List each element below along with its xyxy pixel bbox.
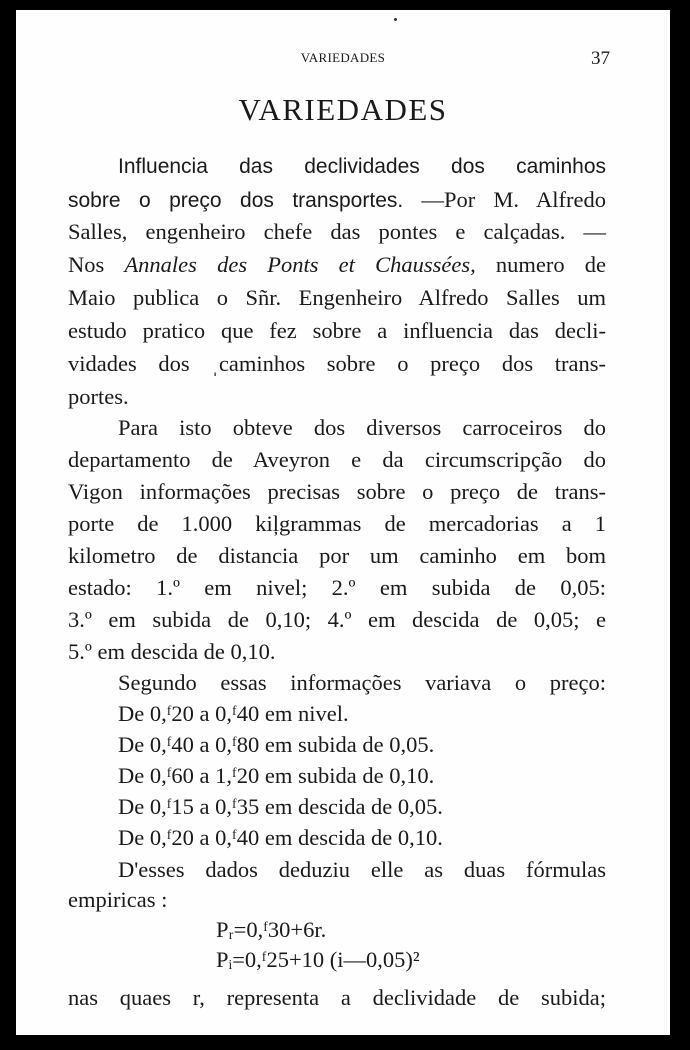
price-line: De 0,ᶠ20 a 0,ᶠ40 em descida de 0,10. [118, 825, 443, 850]
text-line: porte de 1.000 kiļgrammas de mercadorias a 1 [68, 511, 606, 536]
running-head: VARIEDADES [300, 50, 386, 65]
price-line: De 0,ᶠ60 a 1,ᶠ20 em subida de 0,10. [118, 763, 435, 788]
price-line: De 0,ᶠ40 a 0,ᶠ80 em subida de 0,05. [118, 732, 435, 757]
text-line: D'esses dados deduziu elle as duas fórmulas [118, 857, 606, 882]
text-line: estado: 1.º em nivel; 2.º em subida de 0,05: [68, 575, 606, 600]
print-speck [394, 18, 397, 21]
text-line: Para isto obteve dos diversos carroceiros do [118, 415, 606, 440]
text-line: kilometro de distancia por um caminho em bom [68, 543, 606, 568]
text-line: 3.º em subida de 0,10; 4.º em descida de 0,05; e [68, 607, 606, 632]
section-title: VARIEDADES [238, 92, 448, 127]
text-line: empiricas : [68, 887, 168, 912]
article-byline: —Por M. Alfredo [403, 187, 606, 212]
text-line: Maio publica o Sñr. Engenheiro Alfredo Salles um [68, 285, 606, 310]
text-line: portes. [68, 384, 129, 409]
book-page [16, 10, 670, 1035]
text-line: Salles, engenheiro chefe das pontes e calçadas. — [68, 219, 606, 244]
text-line: 5.º em descida de 0,10. [68, 639, 276, 664]
price-line: De 0,ᶠ20 a 0,ᶠ40 em nivel. [118, 701, 349, 726]
text-line [68, 251, 606, 279]
article-heading-line: Influencia das declividades dos caminhos [118, 155, 606, 178]
page-number: 37 [591, 48, 610, 69]
journal-title: Annales des Ponts et Chaussées, [124, 252, 476, 277]
text-line: estudo pratico que fez sobre a influencia das decli- [68, 318, 606, 343]
text-line: nas quaes r, representa a declividade de subida; [68, 985, 606, 1010]
text-fragment: Nos [68, 252, 125, 277]
article-heading-bold: sobre o preço dos transportes. [68, 189, 404, 212]
article-heading-line [68, 186, 606, 215]
formula-rise: Pᵣ=0,ᶠ30+6r. [216, 917, 327, 942]
text-fragment: numero de [475, 252, 607, 277]
formula-descent: Pᵢ=0,ᶠ25+10 (i—0,05)² [216, 947, 420, 972]
price-line: De 0,ᶠ15 a 0,ᶠ35 em descida de 0,05. [118, 794, 443, 819]
text-line: vidades dos ˌcaminhos sobre o preço dos trans- [68, 351, 606, 376]
text-line: departamento de Aveyron e da circumscripção do [68, 447, 606, 472]
text-line: Vigon informações precisas sobre o preço de trans- [68, 479, 606, 504]
text-line: Segundo essas informações variava o preço: [118, 670, 606, 695]
